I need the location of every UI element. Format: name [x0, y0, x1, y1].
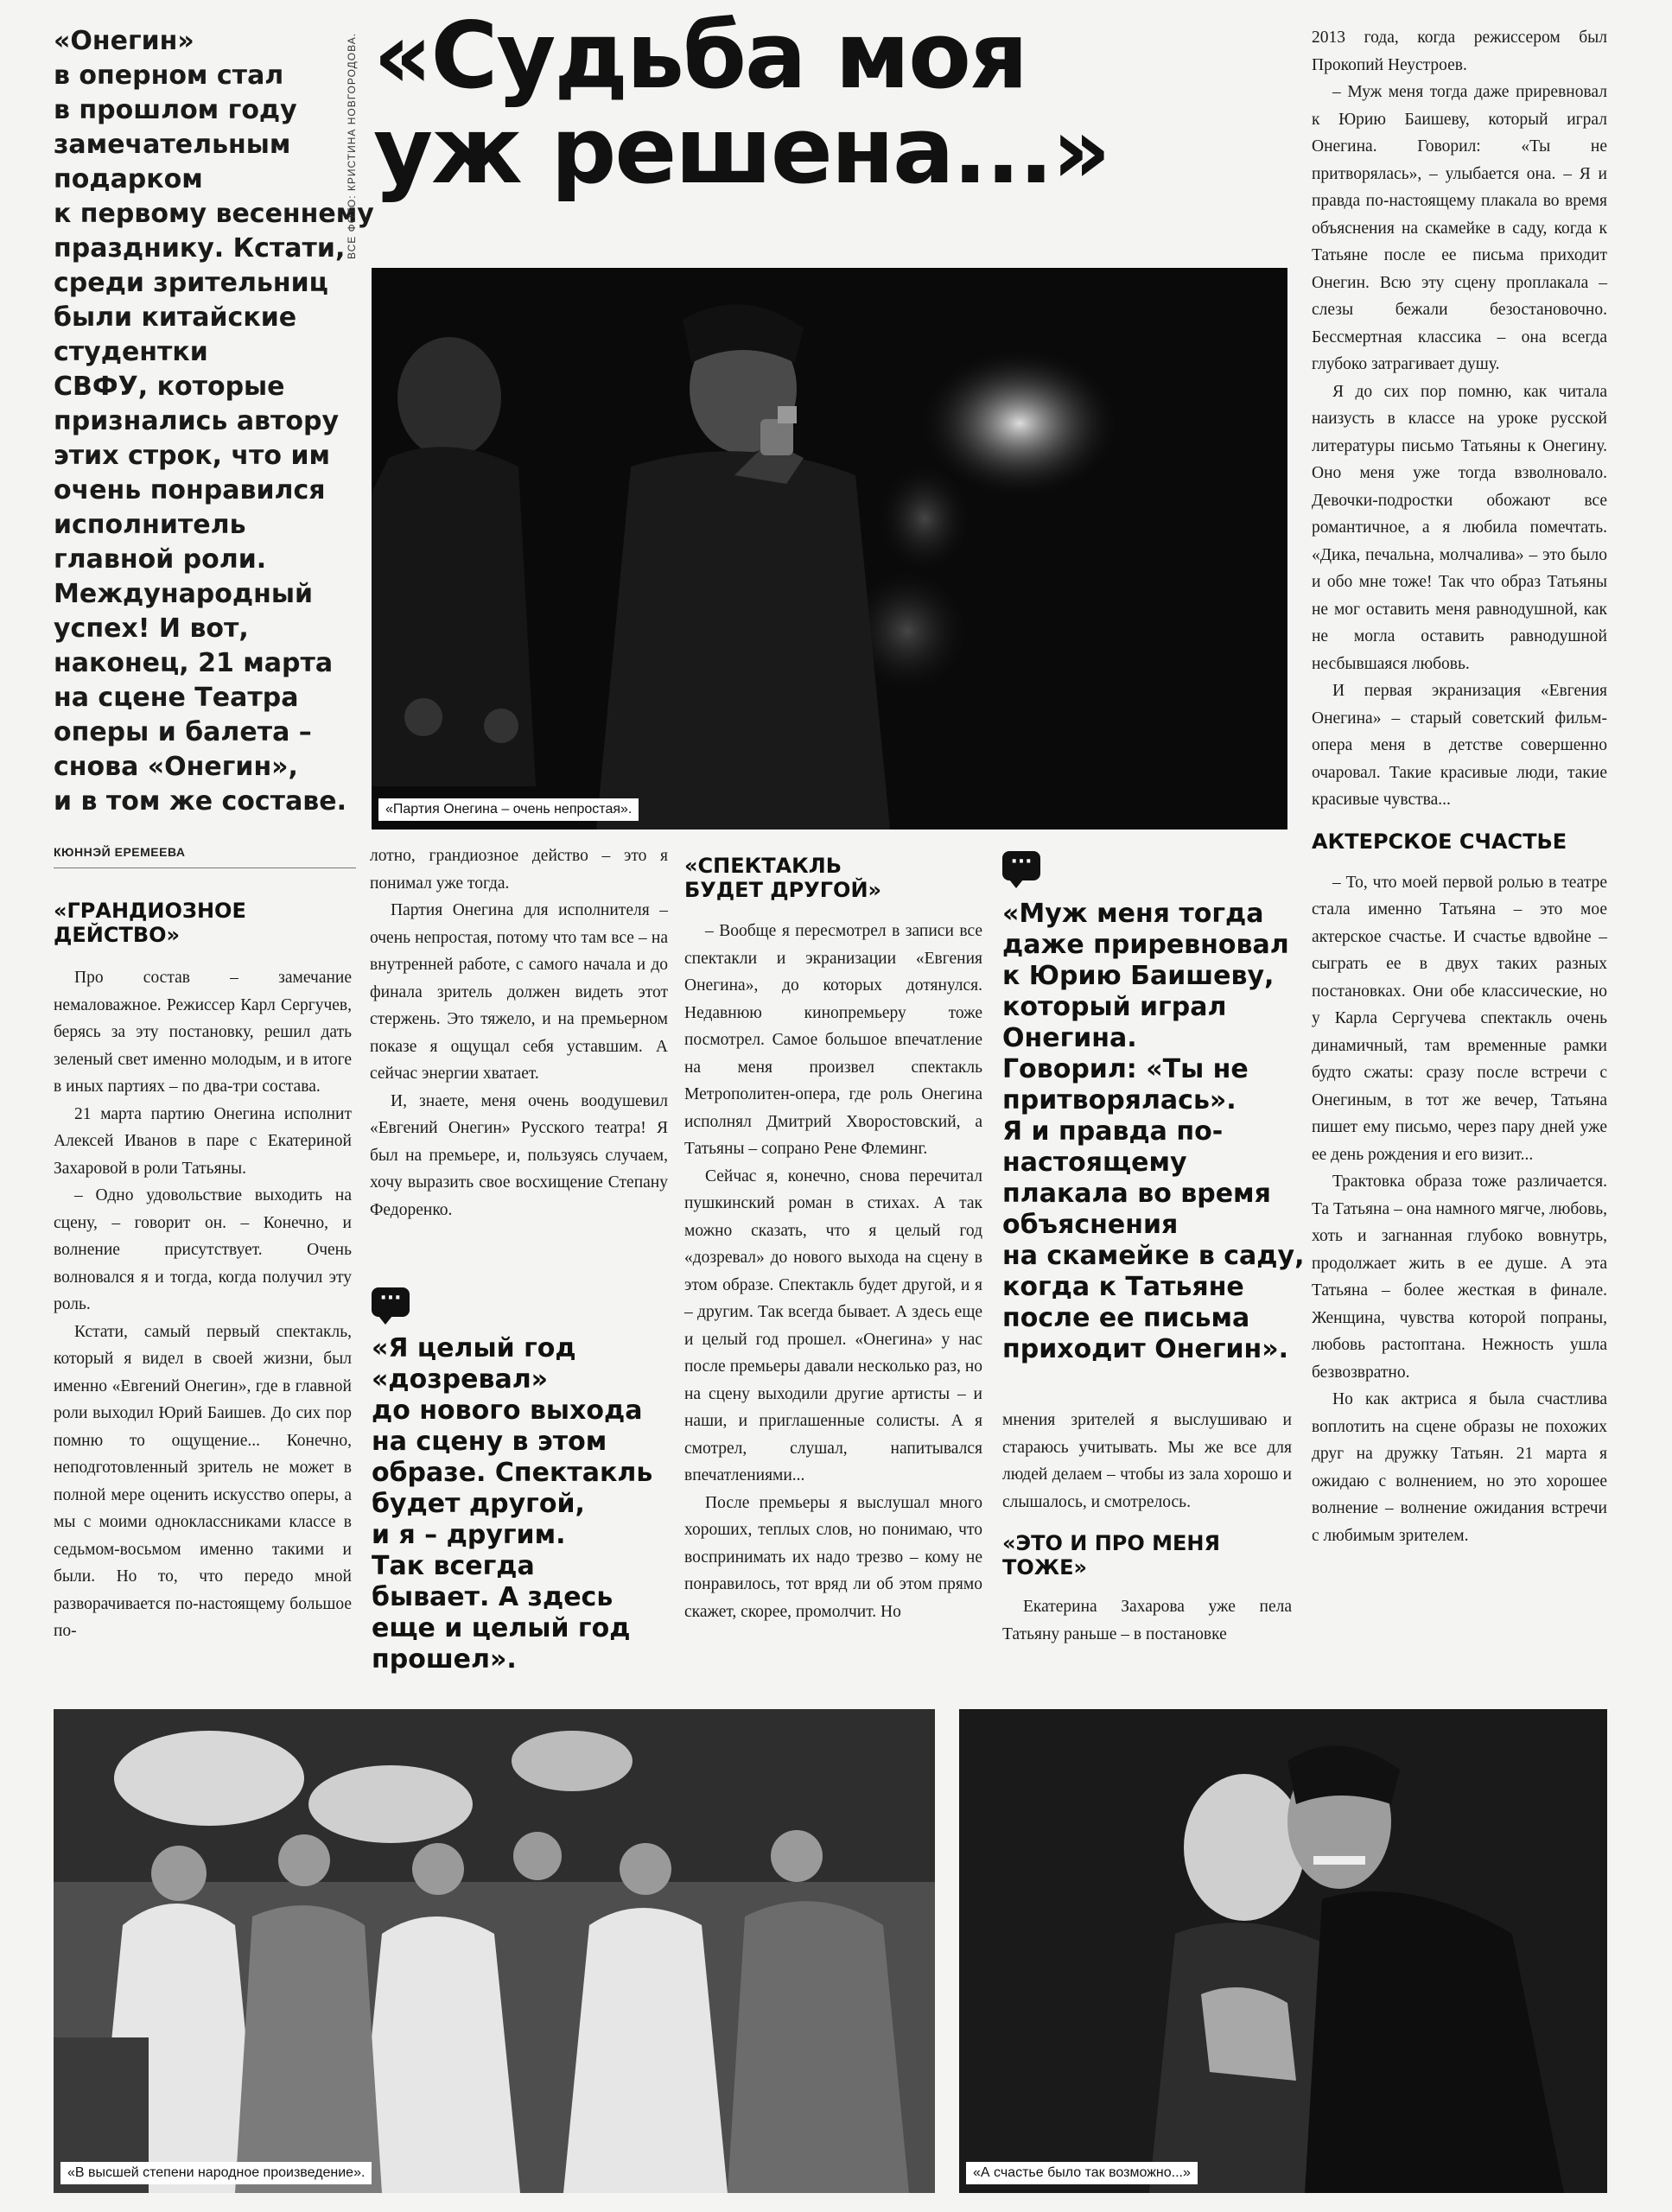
column-5 [1312, 24, 1607, 1549]
lead-line: среди зрительниц [54, 268, 328, 298]
column-5-body-2 [1312, 869, 1607, 1550]
column-4 [1002, 1407, 1292, 1648]
column-2-body [370, 842, 668, 1224]
paragraph: мнения зрителей я выслушиваю и стараюсь учитывать. Мы же все для людей делаем – чтобы из зала хорошо и слышалось, и смотрелось. [1002, 1411, 1292, 1511]
pull-quote-line: даже приревновал [1002, 930, 1289, 960]
lead-line: этих строк, что им [54, 441, 331, 471]
pull-quote-line: до нового выхода [372, 1395, 643, 1426]
tatiana-onegin-illustration [959, 1709, 1607, 2193]
pull-quote-line: прошел». [372, 1644, 517, 1675]
subhead-grandioznoe: «ГРАНДИОЗНОЕ ДЕЙСТВО» [54, 899, 246, 947]
speech-bubble-icon: ··· [372, 1287, 410, 1317]
column-3-body [684, 918, 982, 1625]
lead-line: студентки [54, 337, 208, 367]
pull-quote-line: притворялась». [1002, 1085, 1237, 1116]
pull-quote-line: образе. Спектакль [372, 1458, 653, 1488]
lead-line: были китайские [54, 302, 297, 333]
pull-quote-line: «Я целый год [372, 1333, 576, 1363]
pull-quote-line: Я и правда по- [1002, 1116, 1224, 1147]
column-1 [54, 899, 352, 1645]
paragraph: Я до сих пор помню, как читала наизусть в классе на уроке русской литературы письмо Татьяны к Онегину. Оно меня уже тогда взволновало. Девочки-подростки обожают все романтичное, а я любила помечтать. «Дика, печальна, молчалива» – это было и обо мне тоже! Так что образ Татьяны не мог оставить меня равнодушной, как не могла оставить равнодушной несбывшаяся любовь. [1312, 382, 1607, 673]
lead-line: снова «Онегин», [54, 752, 298, 782]
pull-quote-line: Так всегда [372, 1551, 535, 1581]
lead-line: в прошлом году [54, 95, 297, 125]
headline-line-2: уж решена...» [373, 98, 1109, 204]
pull-quote-1 [372, 1333, 670, 1675]
onegin-scene-illustration [372, 268, 1287, 830]
subhead-akterskoe-schaste: АКТЕРСКОЕ СЧАСТЬЕ [1312, 829, 1567, 854]
paragraph: И, знаете, меня очень воодушевил «Евгений Онегин» Русского театра! Я был на премьере, и, пользуясь случаем, хочу выразить свое восхищение Степану Федоренко. [370, 1091, 668, 1219]
pull-quote-line: еще и целый год [372, 1613, 631, 1643]
lead-line: в оперном стал [54, 60, 284, 91]
lead-line: на сцене Театра [54, 683, 299, 713]
pull-quote-line: приходит Онегин». [1002, 1334, 1289, 1364]
lead-line: Международный [54, 579, 313, 609]
pull-quote-line: после ее письма [1002, 1303, 1250, 1333]
pull-quote-line: к Юрию Баишеву, [1002, 961, 1275, 991]
lead-line: наконец, 21 марта [54, 648, 334, 678]
paragraph: лотно, грандиозное действо – это я понимал уже тогда. [370, 847, 668, 893]
subhead-eto-i-pro-menya: «ЭТО И ПРО МЕНЯ ТОЖЕ» [1002, 1531, 1220, 1580]
lead-text [54, 24, 374, 819]
paragraph: После премьеры я выслушал много хороших, теплых слов, но понимаю, что воспринимать их надо трезво – кому не понравилось, тот вряд ли об этом прямо скажет, скорее, промолчит. Но [684, 1493, 982, 1621]
chorus-scene-illustration [54, 1709, 935, 2193]
lead-line: и в том же составе. [54, 786, 347, 817]
pull-quote-line: «Муж меня тогда [1002, 899, 1264, 929]
paragraph: Кстати, самый первый спектакль, который я видел в своей жизни, был именно «Евгений Онегин», где в главной роли выходил Юрий Баишев. До сих пор помню то ощущение... Конечно, неподготовленный зритель не может в полной мере оценить искусство оперы, а мы с моими одноклассниками классе в седьмом-восьмом именно такими и были. Но то, что передо мной разворачивается по-настоящему большое по- [54, 1322, 352, 1640]
column-5-body [1312, 24, 1607, 814]
lead-line: «Онегин» [54, 26, 194, 56]
pull-quote-line: настоящему [1002, 1147, 1187, 1178]
main-photo-caption: «Партия Онегина – очень непростая». [378, 798, 639, 821]
pull-quote-line: и я – другим. [372, 1520, 566, 1550]
pull-quote-line: объяснения [1002, 1210, 1179, 1240]
lead-line: оперы и балета – [54, 717, 312, 747]
lead-line: подарком [54, 164, 203, 194]
column-3 [684, 854, 982, 1625]
photo-credit: ВСЕ ФОТО: КРИСТИНА НОВГОРОДОВА. [346, 32, 358, 259]
pull-quote-line: когда к Татьяне [1002, 1272, 1244, 1302]
paragraph: Про состав – замечание немаловажное. Режиссер Карл Сергучев, берясь за эту постановку, решил дать зеленый свет именно молодым, и в итоге в иных партиях – по два-три состава. [54, 969, 352, 1096]
paragraph: Трактовка образа тоже различается. Та Татьяна – она намного мягче, любовь, хоть и загнанная глубоко вовнутрь, продолжает жить в ее душе. А эта Татьяна – более жесткая в финале. Женщина, чувства которой попраны, любовь растоптана. Нежность ушла безвозвратно. [1312, 1173, 1607, 1382]
bottom-left-photo [54, 1709, 935, 2193]
pull-quote-line: на скамейке в саду, [1002, 1241, 1305, 1271]
author-byline: КЮННЭЙ ЕРЕМЕЕВА [54, 845, 186, 859]
pull-quote-line: бывает. А здесь [372, 1582, 613, 1612]
lead-line: признались автору [54, 406, 340, 436]
pull-quote-line: плакала во время [1002, 1179, 1271, 1209]
paragraph: – То, что моей первой ролью в театре стала именно Татьяна – это мое актерское счастье. И счастье вдвойне – сыграть ее в двух таких разных постановках. Они обе классические, но у Карла Сергучева спектакль очень динамичный, там временные рамки будто сжаты: сразу после встречи с Онегиным, в тот же вечер, Татьяна пишет ему письмо, через пару дней уже ее день рождения и его визит... [1312, 873, 1607, 1164]
lead-line: к первому весеннему [54, 199, 374, 229]
lead-line: СВФУ, которые [54, 372, 285, 402]
pull-quote-2 [1002, 899, 1305, 1365]
pull-quote-line: «дозревал» [372, 1364, 549, 1395]
paragraph: – Муж меня тогда даже приревновал к Юрию Баишеву, который играл Онегина. Говорил: «Ты не притворялась», – улыбается она. – Я и правда по-настоящему плакала во время объяснения на скамейке в саду, когда к Татьяне после ее письма приходит Онегин. Всю эту сцену проплакала – слезы бежали безостановочно. Бессмертная классика – она всегда глубоко затрагивает душу. [1312, 83, 1607, 373]
paragraph: И первая экранизация «Евгения Онегина» – старый советский фильм-опера меня в детстве совершенно очаровал. Такие красивые люди, такие красивые чувства... [1312, 682, 1607, 809]
paragraph: Сейчас я, конечно, снова перечитал пушкинский роман в стихах. А так можно сказать, что я целый год «дозревал» до нового выхода на сцену в этом образе. Спектакль будет другой, и я – другим. Так всегда бывает. А здесь еще и целый год прошел. «Онегина» у нас после премьеры давали несколько раз, но на сцену выходили другие артисты – и наши, и приглашенные солисты. А я смотрел, слушал, напитывался впечатлениями... [684, 1166, 982, 1484]
subhead-spektakl: «СПЕКТАКЛЬ БУДЕТ ДРУГОЙ» [684, 854, 882, 902]
column-2 [370, 842, 668, 1224]
lead-line: главной роли. [54, 544, 267, 575]
speech-bubble-icon: ··· [1002, 851, 1040, 880]
lead-line: празднику. Кстати, [54, 233, 346, 264]
bottom-right-photo [959, 1709, 1607, 2193]
lead-line: очень понравился [54, 475, 326, 505]
paragraph: 2013 года, когда режиссером был Прокопий Неустроев. [1312, 29, 1607, 74]
pull-quote-line: Говорил: «Ты не [1002, 1054, 1249, 1084]
pull-quote-line: Онегина. [1002, 1023, 1137, 1053]
column-4-body-2 [1002, 1593, 1292, 1648]
lead-line: исполнитель [54, 510, 246, 540]
paragraph: Но как актриса я была счастлива воплотить на сцене образы не похожих друг на дружку Татьян. 21 марта я ожидаю с волнением, но это хорошее волнение – волнение ожидания встречи с любимым зрителем. [1312, 1390, 1607, 1545]
headline-line-1: «Судьба моя [373, 3, 1027, 109]
headline [373, 3, 1151, 204]
lead-line: успех! И вот, [54, 613, 249, 644]
column-1-body [54, 964, 352, 1645]
main-photo [372, 268, 1287, 830]
bottom-right-caption: «А счастье было так возможно...» [966, 2162, 1198, 2184]
pull-quote-line: будет другой, [372, 1489, 585, 1519]
paragraph: – Вообще я пересмотрел в записи все спектакли и экранизации «Евгения Онегина», до которых дотянулся. Недавнюю кинопремьеру тоже посмотрел. Самое большое впечатление на меня произвел спектакль Метрополитен-опера, где роль Онегина исполнял Дмитрий Хворостовский, а Татьяны – сопрано Рене Флеминг. [684, 922, 982, 1158]
paragraph: 21 марта партию Онегина исполнит Алексей Иванов в паре с Екатериной Захаровой в роли Татьяны. [54, 1104, 352, 1178]
bottom-left-caption: «В высшей степени народное произведение». [60, 2162, 372, 2184]
paragraph: Партия Онегина для исполнителя – очень непростая, потому что там все – на внутренней работе, с самого начала и до финала зритель должен видеть этот стержень. Это тяжело, и на премьерном показе я ощущал себя уставшим. А сейчас энергии хватает. [370, 901, 668, 1083]
lead-line: замечательным [54, 130, 291, 160]
pull-quote-line: на сцену в этом [372, 1427, 607, 1457]
paragraph: – Одно удовольствие выходить на сцену, – говорит он. – Конечно, и волнение присутствует. Очень волновался я и тогда, когда получил эту роль. [54, 1186, 352, 1313]
column-4-body [1002, 1407, 1292, 1516]
pull-quote-line: который играл [1002, 992, 1227, 1022]
paragraph: Екатерина Захарова уже пела Татьяну раньше – в постановке [1002, 1598, 1292, 1643]
